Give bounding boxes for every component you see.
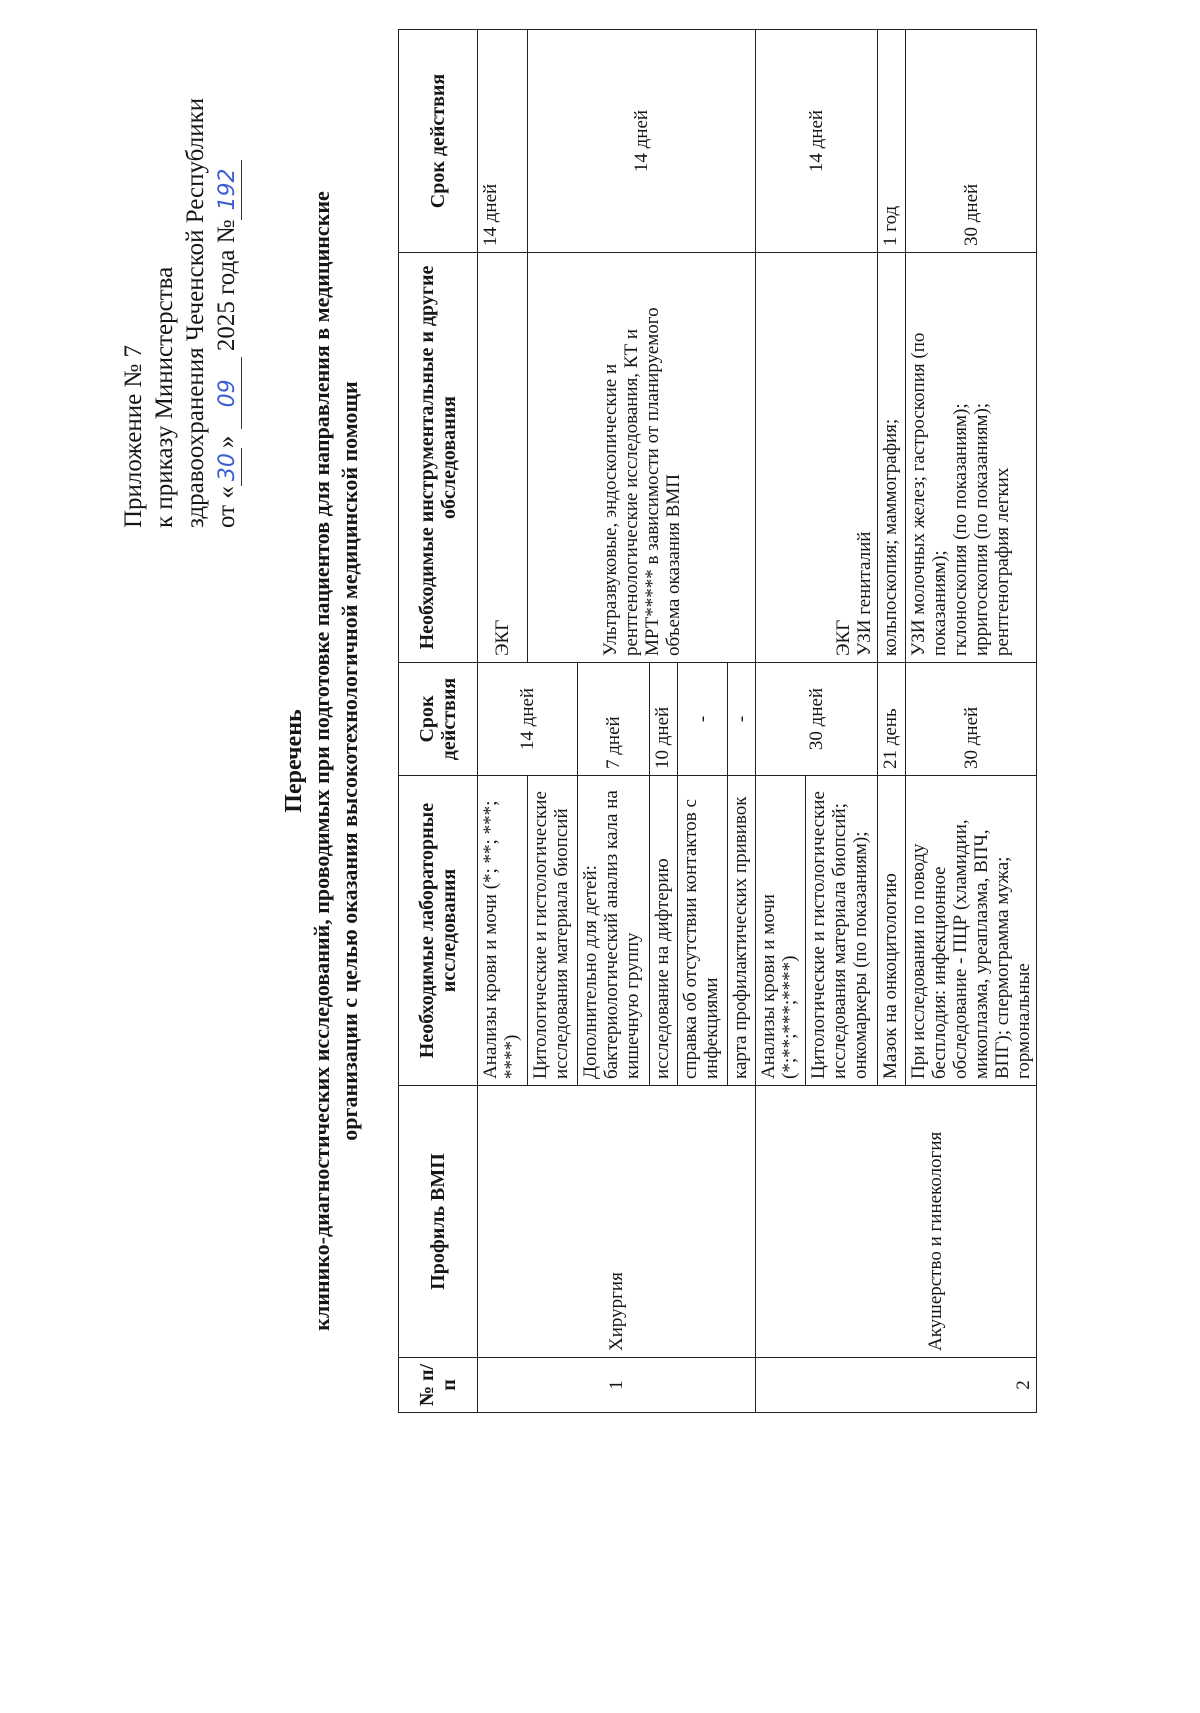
- annex-line-3: здравоохранения Чеченской Республики: [182, 97, 209, 528]
- header-lab-term: Срок действия: [399, 663, 478, 776]
- lab-term-cell: 30 дней: [906, 663, 1037, 776]
- header-instr: Необходимые инструментальные и другие обследования: [399, 253, 478, 663]
- lab-term-cell: -: [728, 663, 756, 776]
- lab-cell: Дополнительно для детей: бактериологический анализ кала на кишечную группу: [578, 776, 650, 1086]
- annex-month: 09: [215, 357, 242, 429]
- lab-term-cell: -: [678, 663, 728, 776]
- instr-ekg: ЭКГ: [833, 619, 854, 656]
- lab-term-cell: 30 дней: [756, 663, 878, 776]
- instr-term-cell: 30 дней: [906, 30, 1037, 253]
- annex-day: 30: [215, 448, 242, 486]
- instr-line: гклоноскопия (по показаниям);: [950, 403, 971, 656]
- instr-term-cell: 14 дней: [528, 30, 756, 253]
- lab-cell: Цитологические и гистологические исследования материала биопсий; онкомаркеры (по показаниям);: [806, 776, 878, 1086]
- instr-term-cell: 1 год: [878, 30, 906, 253]
- header-instr-term: Срок действия: [399, 30, 478, 253]
- lab-cell: исследование на дифтерию: [650, 776, 678, 1086]
- lab-cell: Анализы крови и мочи (*;**;***;****): [756, 776, 806, 1086]
- instr-term-cell: 14 дней: [756, 30, 878, 253]
- row-profile: Хирургия: [478, 1086, 756, 1358]
- header-num: № п/п: [399, 1358, 478, 1413]
- annex-line-4: [211, 68, 242, 528]
- title-line-2: организации с целью оказания высокотехнологичной медицинской помощи: [337, 381, 362, 1141]
- instr-cell: [756, 253, 878, 663]
- table-header-row: [399, 30, 478, 1413]
- annex-line-1: Приложение № 7: [120, 344, 147, 528]
- lab-cell: Анализы крови и мочи (*; **; ***; ****): [478, 776, 528, 1086]
- lab-term-cell: 10 дней: [650, 663, 678, 776]
- lab-term-cell: 14 дней: [478, 663, 578, 776]
- header-profile: Профиль ВМП: [399, 1086, 478, 1358]
- title-line-1: клинико-диагностических исследований, проводимых при подготовке пациентов для направления в медицинские: [309, 191, 334, 1331]
- annex-quote-close: »: [213, 435, 240, 449]
- row-num: 2: [756, 1358, 1037, 1413]
- annex-block: [118, 68, 242, 528]
- instr-cell: [906, 253, 1037, 663]
- annex-year: 2025 года №: [213, 219, 240, 352]
- title-heading: Перечень: [281, 709, 307, 813]
- row-profile: Акушерство и гинекология: [756, 1086, 1037, 1358]
- instr-line: ирригоскопия (по показаниям);: [971, 402, 992, 656]
- lab-cell: справка об отсутствии контактов с инфекциями: [678, 776, 728, 1086]
- instr-uzi: УЗИ гениталий: [854, 531, 875, 656]
- header-lab: Необходимые лабораторные исследования: [399, 776, 478, 1086]
- research-table: [398, 29, 1037, 1413]
- table-row: [478, 30, 528, 1413]
- row-num: 1: [478, 1358, 756, 1413]
- instr-line: УЗИ молочных желез; гастроскопия (по показаниям);: [908, 332, 950, 656]
- instr-cell: кольпоскопия; маммография;: [878, 253, 906, 663]
- table-row: [756, 30, 806, 1413]
- lab-cell: карта профилактических прививок: [728, 776, 756, 1086]
- lab-term-cell: 7 дней: [578, 663, 650, 776]
- annex-line-2: к приказу Министерства: [151, 266, 178, 528]
- lab-cell: Цитологические и гистологические исследования материала биопсий: [528, 776, 578, 1086]
- instr-cell: Ультразвуковые, эндоскопические и рентгенологические исследования, КТ и МРТ***** в зависимости от планируемого объема оказания ВМП: [528, 253, 756, 663]
- lab-term-cell: 21 день: [878, 663, 906, 776]
- lab-cell: Мазок на онкоцитологию: [878, 776, 906, 1086]
- instr-cell: ЭКГ: [478, 253, 528, 663]
- annex-number: 192: [215, 160, 242, 220]
- lab-cell: При исследовании по поводу бесплодия: инфекционное обследование - ПЦР (хламидии, микоплазма, уреаплазма, ВПЧ, ВПГ); спермограмма мужа; гормональные: [906, 776, 1037, 1086]
- annex-ot: от «: [213, 486, 240, 528]
- instr-line: рентгенография легких: [992, 467, 1013, 656]
- document-title: [280, 71, 364, 1451]
- instr-term-cell: 14 дней: [478, 30, 528, 253]
